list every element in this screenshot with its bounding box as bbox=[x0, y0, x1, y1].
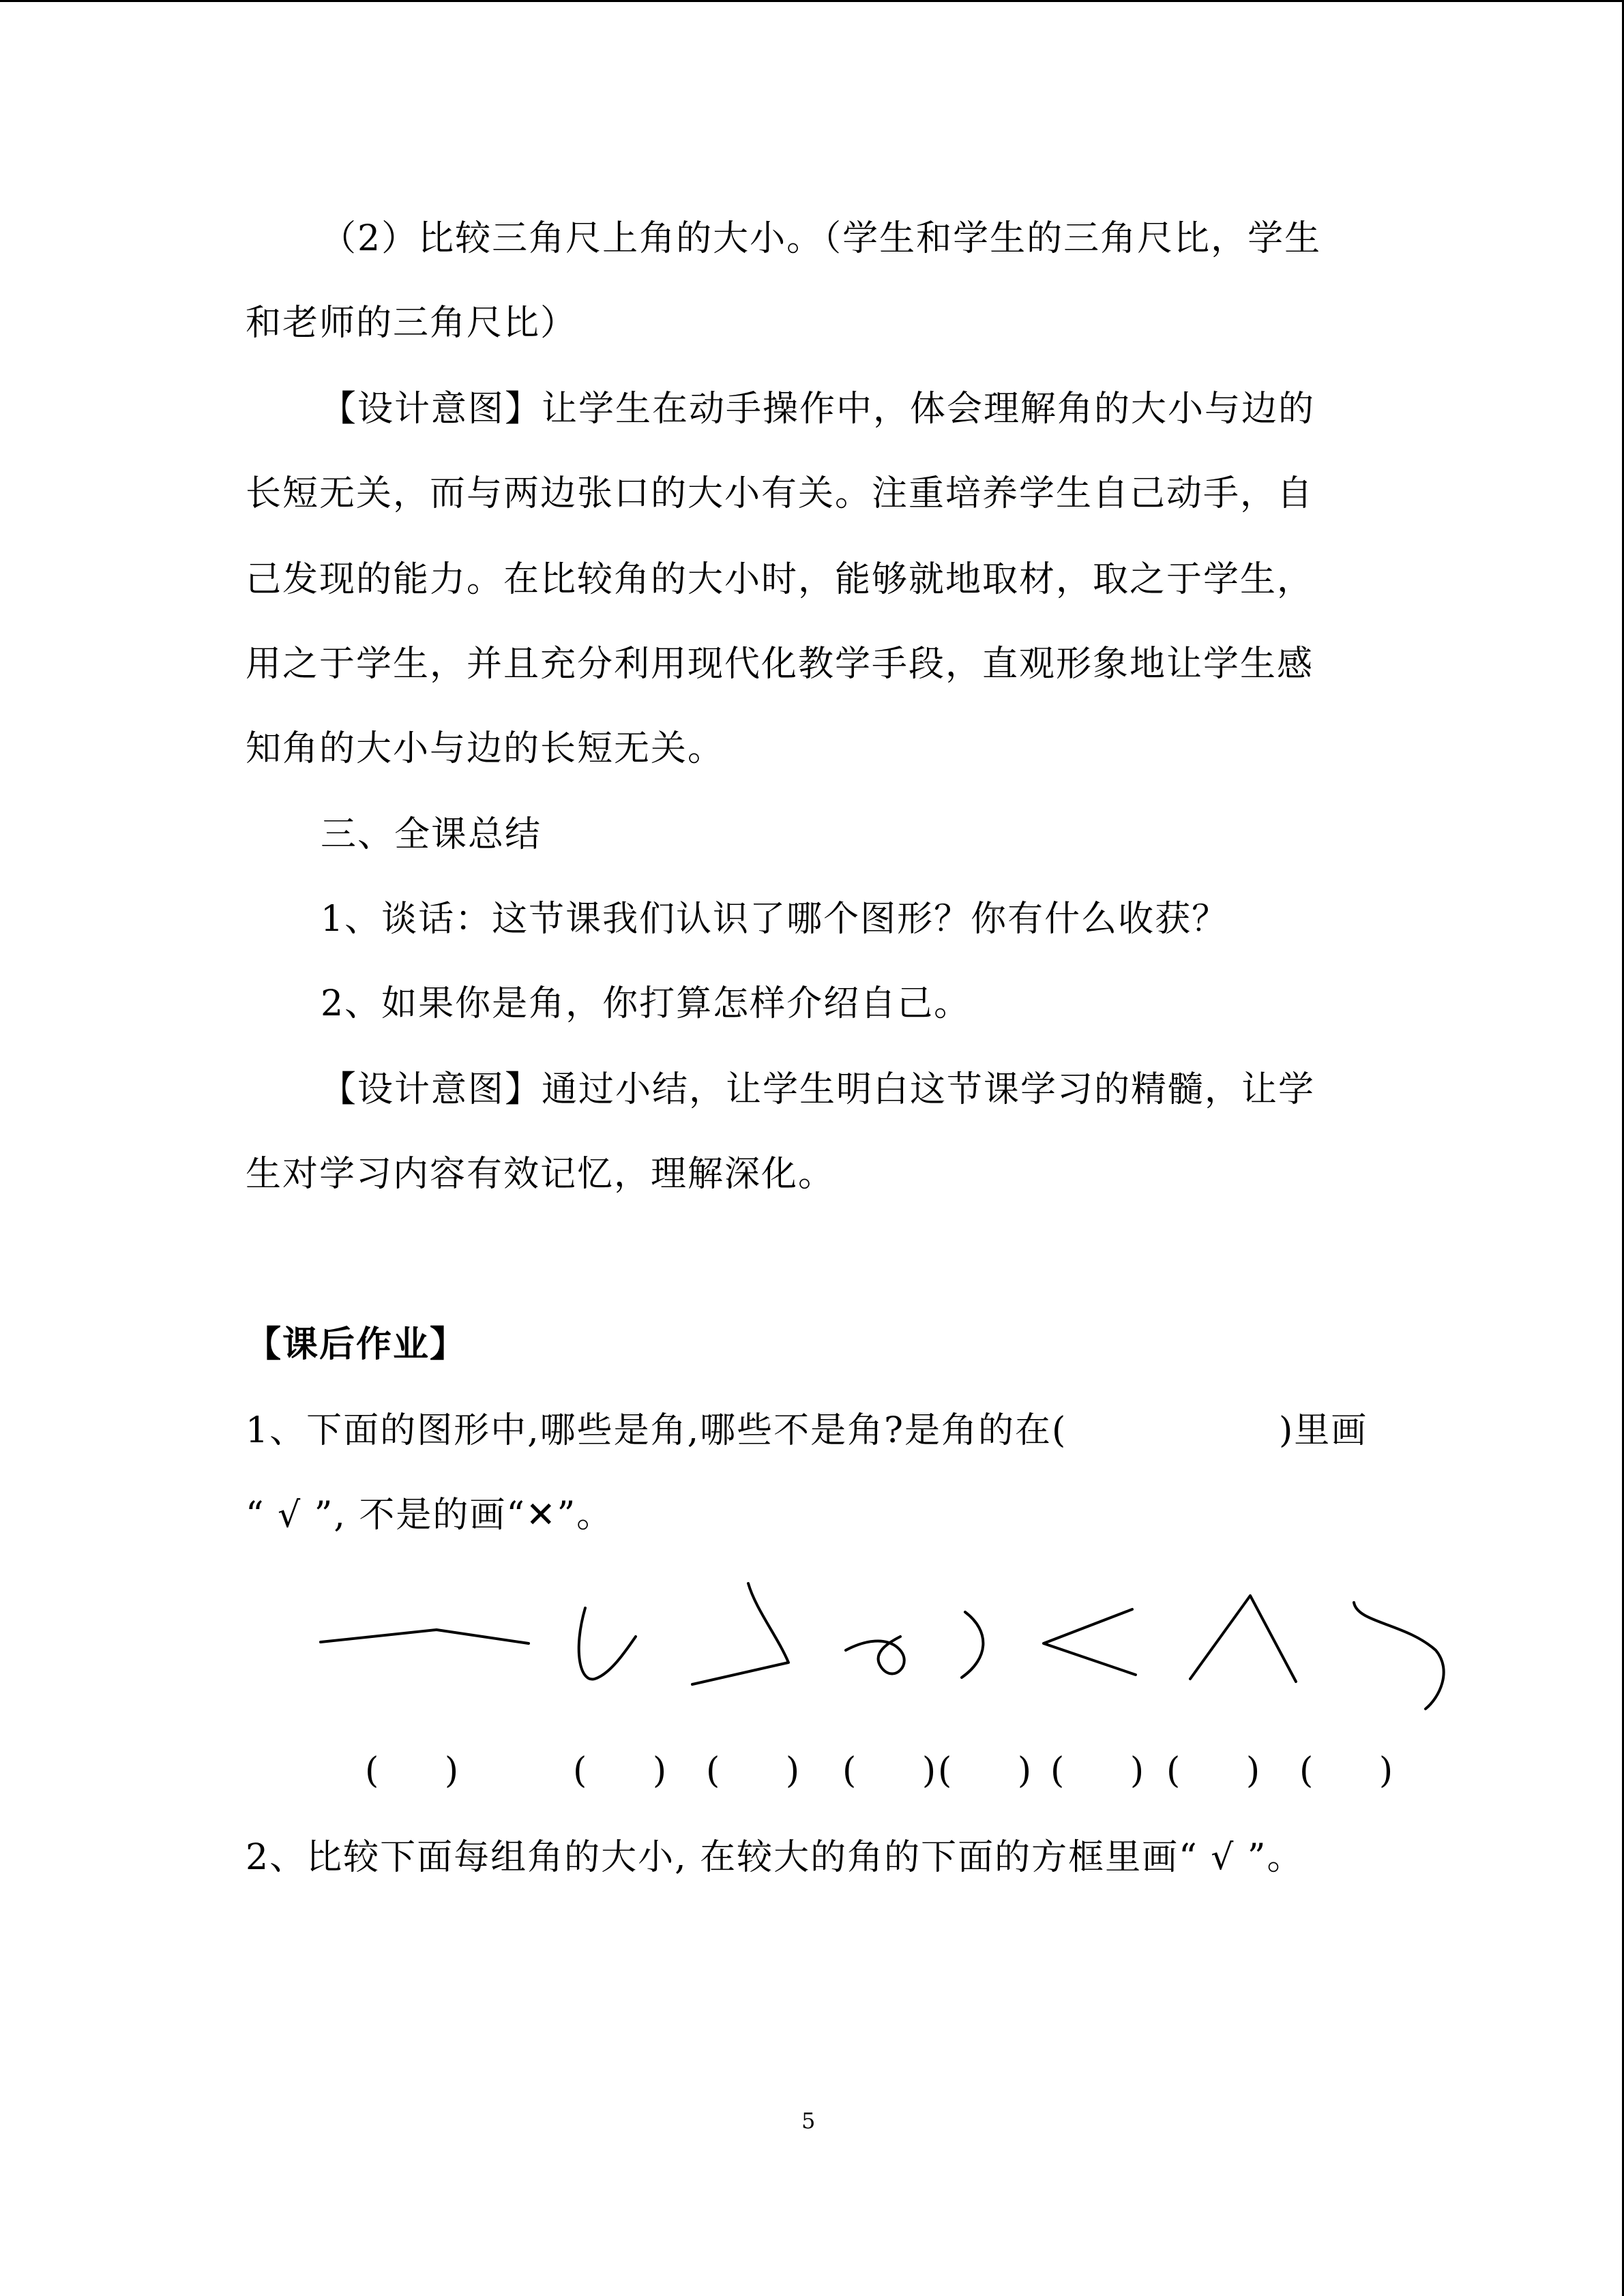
intent-2-line-2: 生对学习内容有效记忆，理解深化。 bbox=[246, 1154, 836, 1195]
intent-1-line-5: 知角的大小与边的长短无关。 bbox=[246, 728, 725, 769]
section-3-title: 三、全课总结 bbox=[321, 814, 542, 855]
compare-line-1: （2）比较三角尺上角的大小。（学生和学生的三角尺比，学生 bbox=[321, 218, 1322, 259]
loop-figure bbox=[846, 1637, 904, 1673]
answer-box-8[interactable]: ( ) bbox=[1299, 1750, 1421, 1791]
intent-1-line-3: 己发现的能力。在比较角的大小时，能够就地取材，取之于学生， bbox=[246, 559, 1314, 600]
answer-box-2[interactable]: ( ) bbox=[573, 1750, 694, 1791]
answer-box-4[interactable]: ( ) bbox=[842, 1750, 964, 1791]
question-2: 2、比较下面每组角的大小, 在较大的角的下面的方框里画“ √ ”。 bbox=[246, 1837, 1304, 1878]
flat-line bbox=[321, 1630, 529, 1643]
homework-title: 【课后作业】 bbox=[246, 1324, 467, 1365]
answer-box-7[interactable]: ( ) bbox=[1166, 1750, 1288, 1791]
answer-box-6[interactable]: ( ) bbox=[1050, 1750, 1172, 1791]
curve-figure bbox=[1354, 1602, 1444, 1709]
summary-item-2: 2、如果你是角，你打算怎样介绍自己。 bbox=[321, 983, 971, 1024]
question-1-line-1a: 1、下面的图形中,哪些是角,哪些不是角?是角的在( bbox=[246, 1410, 1067, 1451]
less-than-angle bbox=[1044, 1609, 1136, 1675]
answer-box-1[interactable]: ( ) bbox=[365, 1750, 486, 1791]
answer-box-5[interactable]: ( ) bbox=[938, 1750, 1059, 1791]
question-1-line-1b: )里画 bbox=[1279, 1410, 1368, 1451]
summary-item-1: 1、谈话：这节课我们认识了哪个图形？你有什么收获？ bbox=[321, 899, 1229, 940]
intent-1-line-1: 【设计意图】让学生在动手操作中，体会理解角的大小与边的 bbox=[321, 389, 1316, 430]
arc-figure bbox=[962, 1612, 983, 1678]
intent-1-line-4: 用之于学生，并且充分利用现代化教学手段，直观形象地让学生感 bbox=[246, 644, 1314, 685]
page-number: 5 bbox=[801, 2108, 816, 2134]
answer-box-3[interactable]: ( ) bbox=[706, 1750, 827, 1791]
compare-line-2: 和老师的三角尺比） bbox=[246, 303, 578, 344]
caret-angle bbox=[1190, 1596, 1296, 1682]
question-1-line-2: “ √ ”, 不是的画“✕”。 bbox=[246, 1495, 614, 1536]
angle-figure bbox=[692, 1583, 788, 1684]
intent-2-line-1: 【设计意图】通过小结，让学生明白这节课学习的精髓，让学 bbox=[321, 1069, 1316, 1110]
intent-1-line-2: 长短无关，而与两边张口的大小有关。注重培养学生自己动手，自 bbox=[246, 473, 1314, 514]
v-curve bbox=[579, 1608, 636, 1680]
